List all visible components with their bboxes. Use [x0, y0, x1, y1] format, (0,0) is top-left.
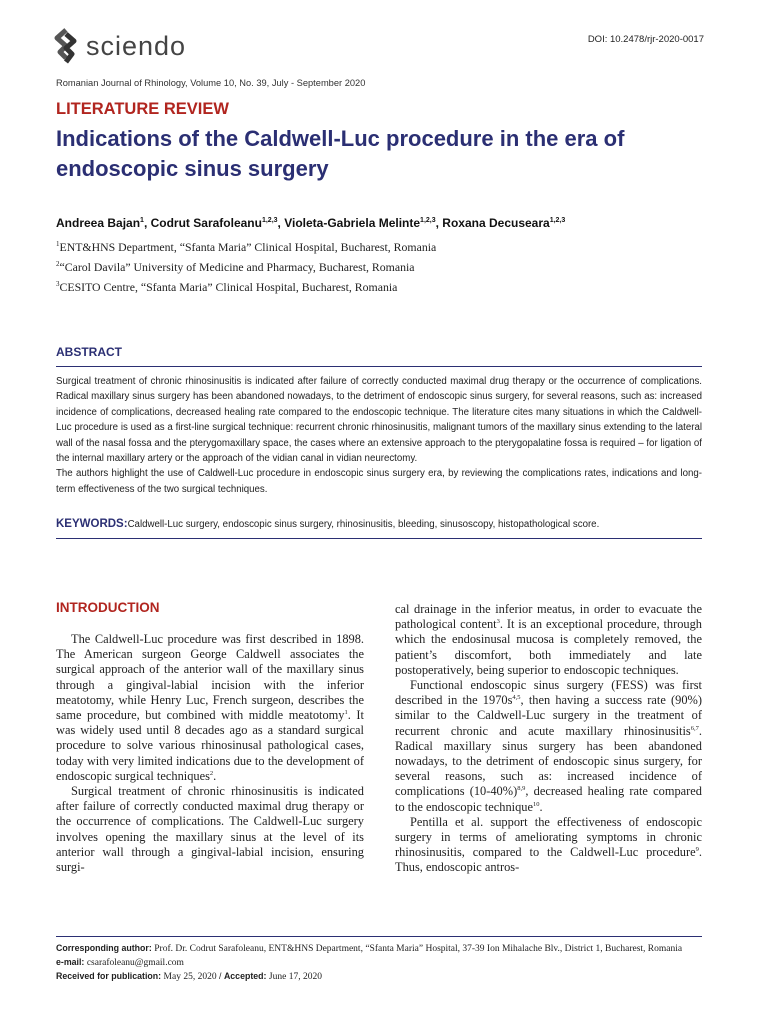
author-affiliation-marker: 1: [140, 217, 144, 224]
right-column: [395, 602, 702, 876]
author-name: Codrut Sarafoleanu: [150, 216, 262, 230]
keywords-label: KEYWORDS:: [56, 518, 128, 530]
author-name: Roxana Decuseara: [442, 216, 550, 230]
author-name: Andreea Bajan: [56, 216, 141, 230]
footer-rule: [56, 936, 702, 937]
corresponding-author: Corresponding author: Prof. Dr. Codrut Sarafoleanu, ENT&HNS Department, “Sfanta Maria” Hospital, 37-39 Ion Mihalache Blv., District 1, Bucharest, Romania: [56, 943, 683, 954]
email-line: e-mail: csarafoleanu@gmail.com: [56, 957, 184, 968]
email-link[interactable]: csarafoleanu@gmail.com: [86, 958, 184, 968]
body-paragraph: Functional endoscopic sinus surgery (FESS) was first described in the $1970s^{4,5}$, then having a success rate (90%) similar to the Caldwell-Luc surgery in the treatment of recurrent chronic and acute maxillary rhinosinusitis$^{6,7}$. Radical maxillary sinus surgery has been abandoned nowadays, to the detriment of endoscopic sinus surgery, for several reasons, such as: increased incidence of complications $(10-40\%)^{8,9}$, decreased healing rate compared to the endoscopic technique$^{10}$.: [395, 678, 702, 814]
author-name: Violeta-Gabriela Melinte: [284, 216, 421, 230]
footer: [56, 942, 702, 984]
sciendo-logo: [54, 28, 186, 64]
abstract-paragraph: Surgical treatment of chronic rhinosinusitis is indicated after failure of correctly conducted maximal drug therapy or the occurrence of complications. Radical maxillary sinus surgery has been abandoned nowadays, to the detriment of endoscopic sinus surgery, for several reasons, such as: increased incidence of complications, decreased healing rate compared to the endoscopic technique. The literature cites many situations in which the Caldwell-Luc procedure is used as a first-line surgical technique: recurrent chronic rhinosinusitis, malignant tumors of the maxillary sinus extending to the lateral wall of the nasal fossa and the pterygomaxillary space, the cases where an extensive approach to the pterygopalatine fossa is required – for ligation of the internal maxillary artery or the approach of the vidian canal in vidian neurectomy.: [56, 376, 702, 465]
introduction-heading: INTRODUCTION: [56, 600, 160, 615]
section-label: LITERATURE REVIEW: [56, 100, 229, 118]
body-paragraph: The Caldwell-Luc procedure was first described in 1898. The American surgeon George Caldwell associates the surgical approach of the anterior wall of the maxillary sinus through a gingival-labial incision with the inferior meatotomy, while Henry Luc, French surgeon, describes the same procedure, but combined with middle meatotomy$^1$. It was widely used until 8 decades ago as a standard surgical procedure to solve various rhinosinusal pathological cases, today with very limited indications due to the development of endoscopic surgical techniques$^2$.: [56, 632, 365, 783]
doi[interactable]: DOI: 10.2478/rjr-2020-0017: [587, 34, 704, 45]
abstract-bottom-rule: [56, 538, 702, 539]
left-column: [56, 632, 364, 875]
logo-text: sciendo: [86, 30, 187, 61]
article-title: Indications of the Caldwell-Luc procedure in the era of endoscopic sinus surgery: [56, 126, 625, 181]
journal-citation: Romanian Journal of Rhinology, Volume 10, No. 39, July - September 2020: [56, 78, 366, 88]
affiliation-2: $^2$“Carol Davila” University of Medicine and Pharmacy, Bucharest, Romania: [56, 260, 415, 274]
keywords-list: Caldwell-Luc surgery, endoscopic sinus surgery, rhinosinusitis, bleeding, sinusoscopy, histopathological score.: [127, 519, 600, 530]
body-paragraph: Surgical treatment of chronic rhinosinusitis is indicated after failure of correctly conducted maximal drug therapy or the occurrence of complications. The Caldwell-Luc surgery involves opening the maxillary sinus at the level of its anterior wall through a gingival-labial incision, ensuring surgi-: [56, 784, 364, 875]
body-paragraph: Pentilla et al. support the effectiveness of endoscopic surgery in terms of ameliorating symptoms in chronic rhinosinusitis, compared to the Caldwell-Luc procedure$^9$. Thus, endoscopic antros-: [395, 814, 702, 875]
author-affiliation-marker: 1,2,3: [261, 217, 278, 224]
author-affiliation-marker: 1,2,3: [420, 217, 436, 224]
author-list: Andreea Bajan$^1$, Codrut Sarafoleanu$^{1,2,3}$, Violeta-Gabriela Melinte$^{1,2,3}$, Roxana Decuseara$^{1,2,3}$: [56, 216, 566, 230]
abstract-top-rule: [56, 366, 702, 367]
abstract-body: [56, 374, 702, 497]
author-affiliation-marker: 1,2,3: [549, 217, 566, 224]
publication-dates: Received for publication: May 25, 2020 / Accepted: June 17, 2020: [56, 971, 322, 982]
keywords: [56, 518, 702, 530]
affiliation-1: $^1$ENT&HNS Department, “Sfanta Maria” Clinical Hospital, Bucharest, Romania: [56, 240, 437, 254]
abstract-heading: ABSTRACT: [56, 345, 122, 359]
sciendo-mark-icon: [54, 28, 78, 64]
body-paragraph: cal drainage in the inferior meatus, in order to evacuate the pathological content$^3$. It is an exceptional procedure, through which the endosinusal mucosa is completely removed, the patient’s discomfort, both immediately and late postoperatively, being superior to endoscopic techniques.: [395, 602, 702, 677]
affiliation-3: $^3$CESITO Centre, “Sfanta Maria” Clinical Hospital, Bucharest, Romania: [56, 280, 398, 294]
abstract-paragraph: The authors highlight the use of Caldwell-Luc procedure in endoscopic sinus surgery era, by reviewing the complications rates, indications and long-term effectiveness of the two surgical techniques.: [56, 468, 702, 495]
